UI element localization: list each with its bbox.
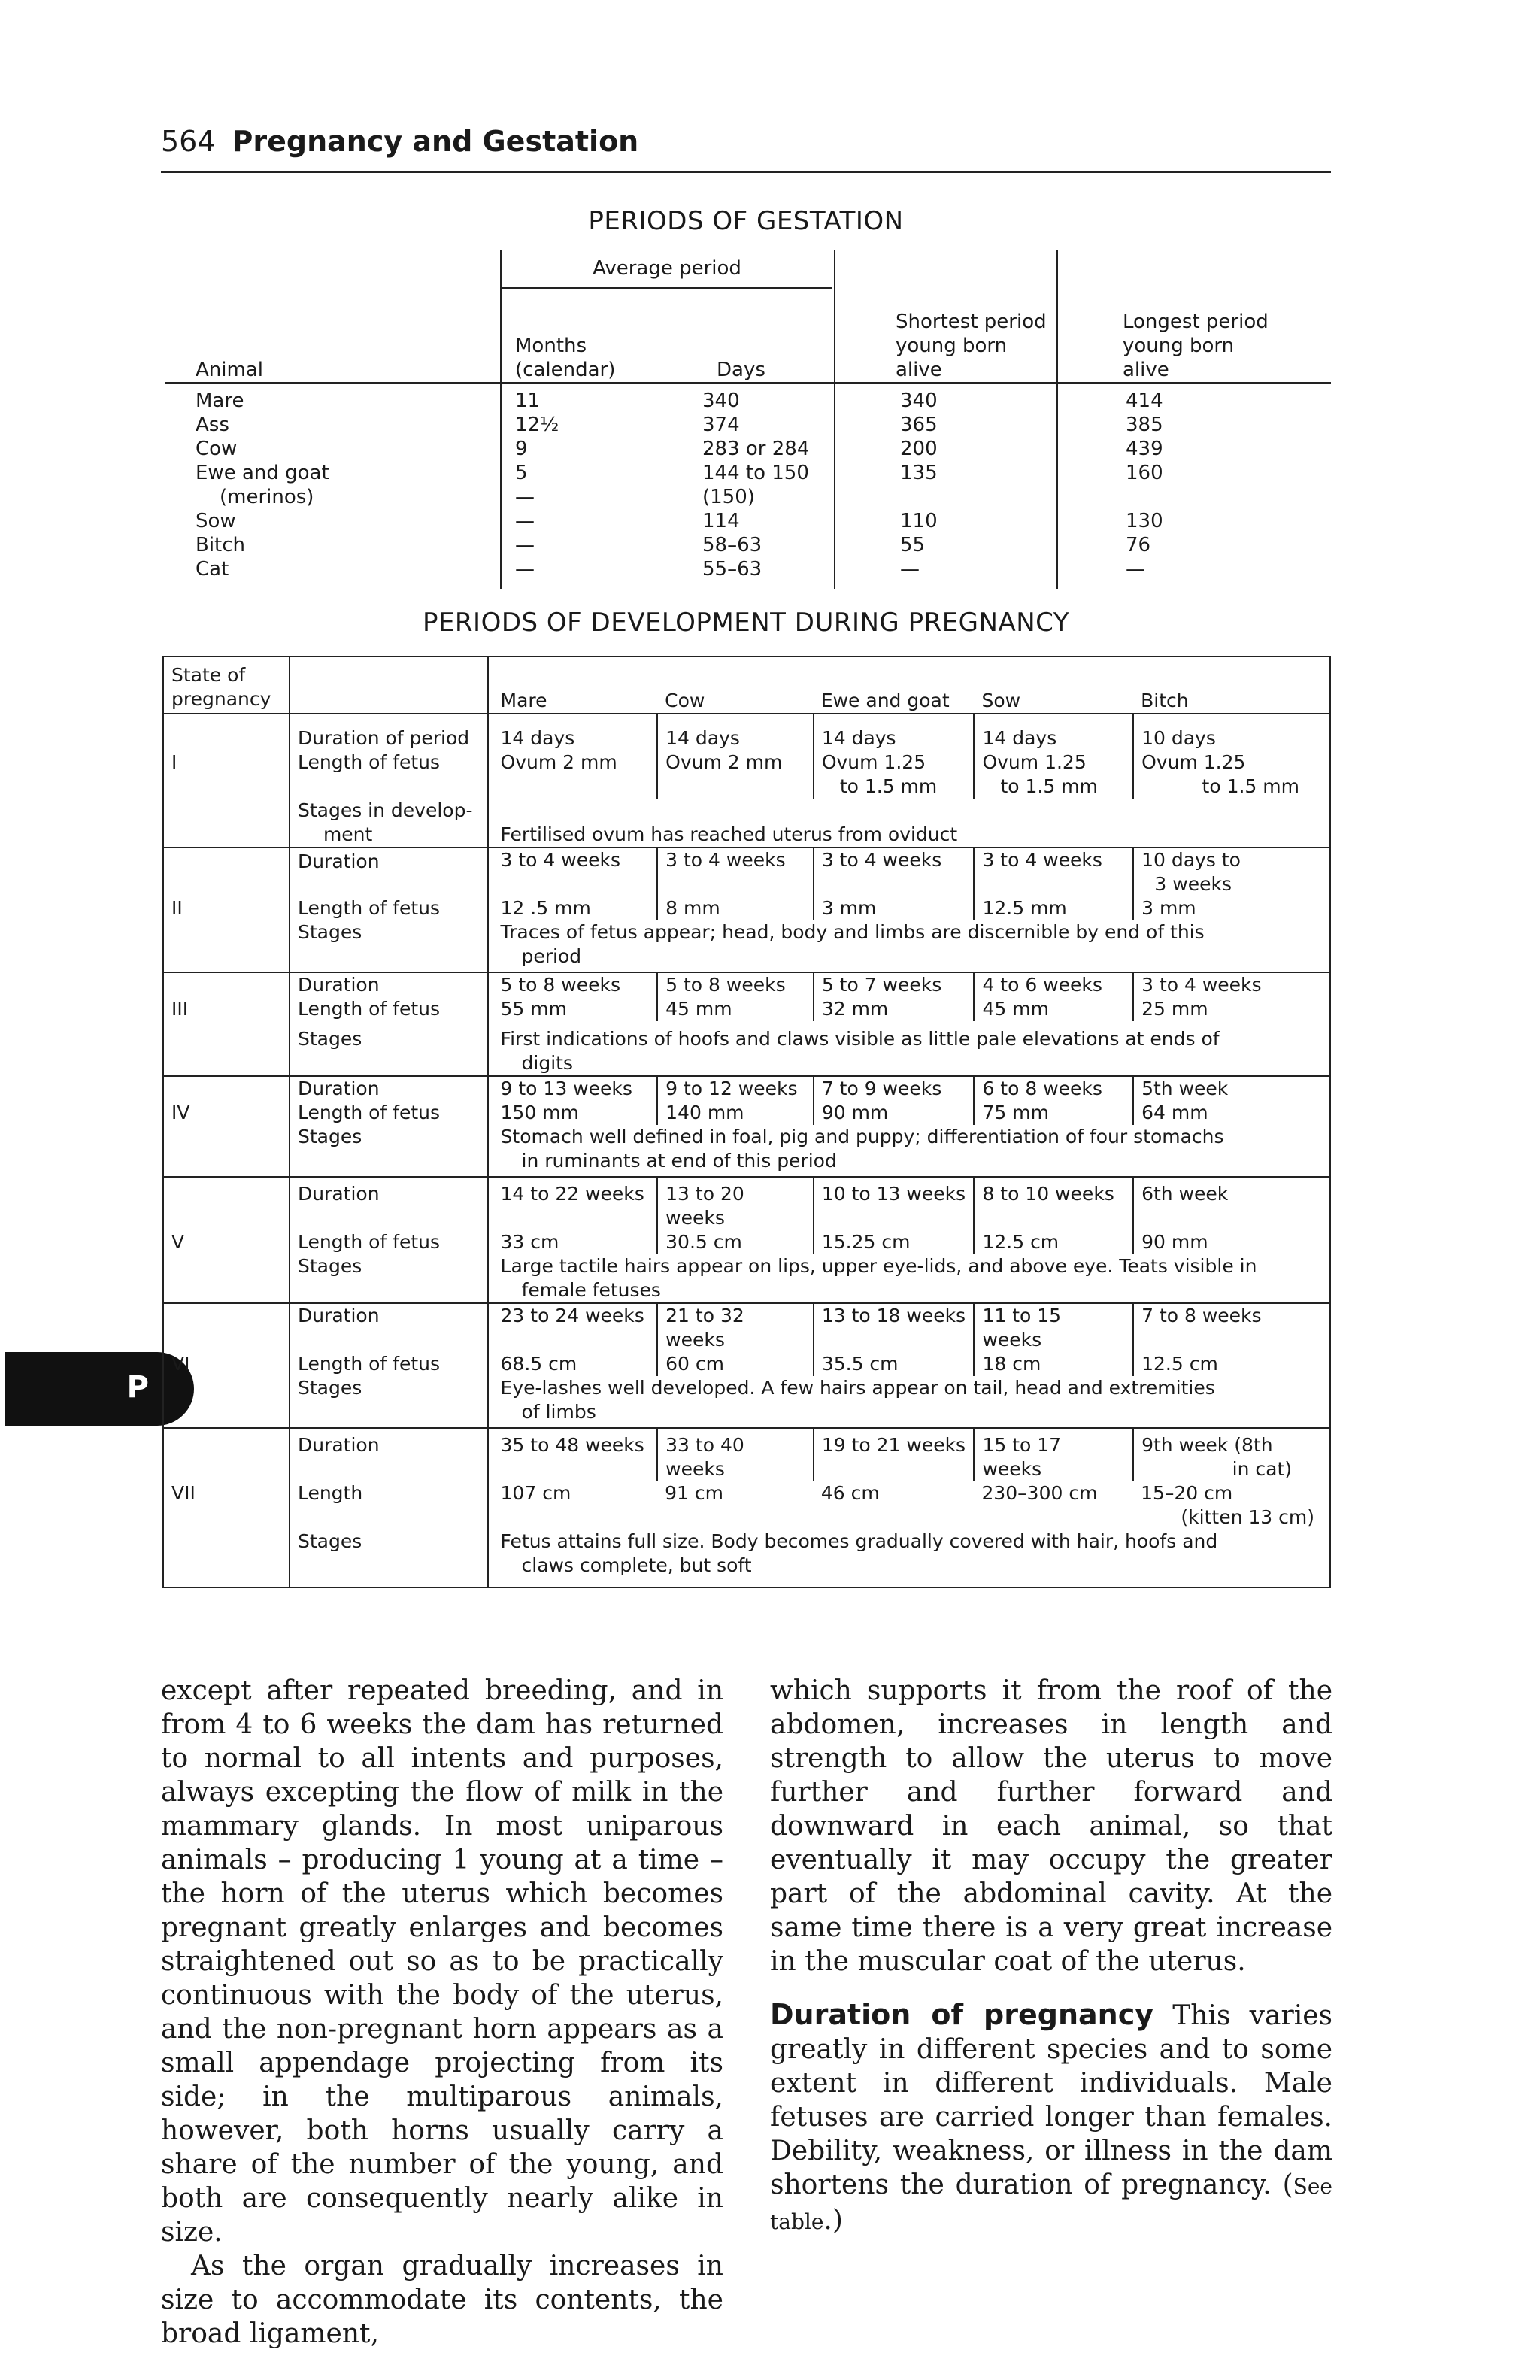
stages-description: Fertilised ovum has reached uterus from oviduct	[488, 799, 1330, 847]
cell-days: 340	[702, 390, 740, 412]
stage-duration-row	[163, 972, 1330, 997]
cell-sow: 11 to 15 weeks	[974, 1303, 1133, 1352]
state-cell	[163, 799, 290, 847]
cell-cow: 45 mm	[657, 997, 814, 1021]
cell-ewe-goat: 35.5 cm	[814, 1352, 975, 1376]
cell-shortest: 340	[835, 383, 1057, 413]
header-state-line2: pregnancy	[171, 688, 271, 710]
cell-bitch	[1133, 1428, 1330, 1481]
cell-sow: 45 mm	[974, 997, 1133, 1021]
cell-mare: Ovum 2 mm	[488, 750, 658, 775]
cell-days: 58–63	[702, 534, 762, 556]
run-in-heading: Duration of pregnancy	[770, 1998, 1153, 2031]
cell-mare: 14 to 22 weeks	[488, 1177, 658, 1230]
row-label: Duration	[290, 1303, 488, 1352]
row-label	[290, 799, 488, 847]
cell-mare: 35 to 48 weeks	[488, 1428, 658, 1481]
gestation-row	[165, 485, 1331, 509]
state-number: III	[171, 998, 189, 1020]
cell-cow: 33 to 40 weeks	[657, 1428, 814, 1481]
cell-cow: 60 cm	[657, 1352, 814, 1376]
stage-duration-row	[163, 714, 1330, 750]
cell-bitch-line1: 10 days to	[1141, 849, 1241, 871]
cell-cow: 8 mm	[657, 896, 814, 920]
gestation-row	[165, 383, 1331, 413]
cell-longest: 439	[1057, 437, 1331, 461]
state-cell	[163, 1303, 290, 1352]
stage-length-row	[163, 750, 1330, 775]
cell-sow: to 1.5 mm	[974, 775, 1133, 799]
header-blank	[290, 656, 488, 714]
stage-group	[163, 972, 1330, 1076]
cell-ewe-goat: 7 to 9 weeks	[814, 1076, 975, 1101]
stage-stages-row	[163, 1530, 1330, 1587]
cell-bitch	[1133, 847, 1330, 896]
stage-length-row	[163, 1352, 1330, 1376]
cell-months: 11	[501, 383, 702, 413]
stage-group	[163, 1303, 1330, 1428]
cell-days: 283 or 284	[702, 438, 810, 460]
header-longest-line3: alive	[1123, 359, 1169, 381]
state-number: II	[171, 897, 183, 919]
cell-ewe-goat: 10 to 13 weeks	[814, 1177, 975, 1230]
cell-bitch: 7 to 8 weeks	[1141, 1305, 1262, 1326]
stages-line1: Fetus attains full size. Body becomes gradually covered with hair, hoofs and	[500, 1530, 1218, 1552]
stages-description	[488, 920, 1330, 972]
stage-duration-row	[163, 1303, 1330, 1352]
cell-ewe-goat: 32 mm	[814, 997, 975, 1021]
cell-bitch: 3 to 4 weeks	[1141, 974, 1262, 996]
gestation-row	[165, 461, 1331, 485]
header-longest-line2: young born	[1123, 335, 1235, 357]
cell-cow: 9 to 12 weeks	[657, 1076, 814, 1101]
stage-stages-row	[163, 799, 1330, 847]
running-head-title: Pregnancy and Gestation	[232, 125, 639, 158]
header-state	[163, 656, 290, 714]
cell-days: (150)	[702, 486, 755, 508]
stage-length-row	[163, 1230, 1330, 1254]
cell-cow: 140 mm	[657, 1101, 814, 1125]
cell-mare: 33 cm	[488, 1230, 658, 1254]
header-mare: Mare	[488, 656, 658, 714]
row-label: Duration	[290, 847, 488, 896]
cell-longest: 130	[1057, 509, 1331, 533]
state-cell	[163, 1254, 290, 1303]
stage-group	[163, 714, 1330, 847]
paragraph: except after repeated breeding, and in from 4 to 6 weeks the dam has returned to normal to all intents and purposes, always excepting the flow of milk in the mammary glands. In most uniparous animals – producing 1 young at a time – the horn of the uterus which becomes pregnant greatly enlarges and becomes straightened out so as to be practically continuous with the body of the uterus, and the non-pregnant horn appears as a small appendage projecting from its side; in the multiparous animals, however, both horns usually carry a share of the number of the young, and both are consequently nearly alike in size.	[161, 1675, 723, 2248]
cell-bitch: 25 mm	[1141, 998, 1208, 1020]
header-months-line1: Months	[515, 335, 587, 357]
cell-mare: 12 .5 mm	[488, 896, 658, 920]
stages-line1: First indications of hoofs and claws visible as little pale elevations at ends of	[500, 1028, 1220, 1050]
cell-days: 144 to 150	[702, 462, 809, 484]
cell-days: 374	[702, 414, 740, 436]
header-rule	[161, 171, 1331, 173]
row-label: Length	[290, 1481, 488, 1530]
cell-animal: Cow	[196, 438, 238, 460]
development-header-row	[163, 656, 1330, 714]
paragraph: which supports it from the roof of the abdomen, increases in length and strength to allow the uterus to move further and further forward and downward in each animal, so that eventually it may occupy the greater part of the abdominal cavity. At the same time there is a very great increase in the muscular coat of the uterus.	[770, 1675, 1332, 1977]
state-cell	[163, 1076, 290, 1101]
row-label: Length of fetus	[290, 896, 488, 920]
cell-ewe-goat: to 1.5 mm	[814, 775, 975, 799]
header-shortest-line3: alive	[896, 359, 942, 381]
gestation-row	[165, 557, 1331, 589]
header-longest	[1057, 250, 1331, 383]
cell-ewe-goat: 13 to 18 weeks	[814, 1303, 975, 1352]
row-label: Length of fetus	[290, 1230, 488, 1254]
row-label: Length of fetus	[290, 750, 488, 775]
cell-ewe-goat: Ovum 1.25	[814, 750, 975, 775]
stage-group	[163, 847, 1330, 972]
header-shortest	[835, 250, 1057, 383]
cell-sow: 75 mm	[974, 1101, 1133, 1125]
state-number: IV	[171, 1102, 190, 1123]
cell-shortest: 365	[835, 413, 1057, 437]
cell-sow: 14 days	[974, 714, 1133, 750]
see-table-ref: See table	[770, 2174, 1332, 2234]
stages-line2: of limbs	[521, 1401, 596, 1423]
cell-animal: (merinos)	[220, 486, 314, 508]
cell-bitch: 3 mm	[1141, 897, 1196, 919]
gestation-row	[165, 533, 1331, 557]
header-sow: Sow	[981, 690, 1021, 711]
cell-months: —	[501, 509, 702, 533]
row-label: Duration	[290, 972, 488, 997]
header-shortest-line2: young born	[896, 335, 1008, 357]
row-label: Stages	[290, 1021, 488, 1076]
row-label-line1: Stages in develop-	[297, 799, 473, 821]
stages-line1: Large tactile hairs appear on lips, upper eye-lids, and above eye. Teats visible in	[500, 1255, 1257, 1277]
cell-mare	[488, 775, 658, 799]
cell-ewe-goat: 19 to 21 weeks	[814, 1428, 975, 1481]
state-number: V	[171, 1231, 185, 1253]
cell-cow: 21 to 32 weeks	[657, 1303, 814, 1352]
gestation-table	[165, 250, 1331, 589]
cell-mare: 68.5 cm	[488, 1352, 658, 1376]
row-label: Duration	[290, 1428, 488, 1481]
cell-cow: 91 cm	[665, 1482, 724, 1504]
cell-bitch-line2: in cat)	[1232, 1458, 1292, 1480]
paragraph-text: This varies greatly in different species and to some extent in different individuals. Male fetuses are carried longer than females. Debility, weakness, or illness in the dam shortens the duration of pregnancy. (	[770, 2000, 1332, 2200]
row-label: Stages	[290, 1376, 488, 1428]
stages-description	[488, 1376, 1330, 1428]
cell-bitch-line1: 15–20 cm	[1141, 1482, 1233, 1504]
cell-mare: 23 to 24 weeks	[488, 1303, 658, 1352]
cell-longest: 160	[1057, 461, 1331, 485]
cell-bitch: to 1.5 mm	[1202, 775, 1299, 797]
header-months	[515, 334, 615, 382]
stages-line1: Stomach well defined in foal, pig and puppy; differentiation of four stomachs	[500, 1126, 1224, 1148]
cell-cow: Ovum 2 mm	[657, 750, 814, 775]
row-label: Stages	[290, 1254, 488, 1303]
cell-animal: Cat	[196, 558, 229, 581]
stages-description	[488, 1021, 1330, 1076]
gestation-table-title: PERIODS OF GESTATION	[588, 206, 904, 236]
header-animal: Animal	[196, 359, 263, 381]
cell-longest: 385	[1057, 413, 1331, 437]
cell-months: —	[501, 533, 702, 557]
stages-description	[488, 1125, 1330, 1177]
cell-bitch-line2: 3 weeks	[1154, 873, 1232, 895]
cell-shortest: —	[835, 557, 1057, 589]
header-cow: Cow	[665, 690, 705, 711]
cell-months: 9	[501, 437, 702, 461]
cell-ewe-goat: 5 to 7 weeks	[814, 972, 975, 997]
stages-description	[488, 1530, 1330, 1587]
cell-mare: 5 to 8 weeks	[488, 972, 658, 997]
paragraph-end: .)	[823, 2205, 843, 2236]
stage-duration-row	[163, 847, 1330, 896]
cell-sow: 6 to 8 weeks	[974, 1076, 1133, 1101]
state-cell	[163, 920, 290, 972]
cell-shortest: 200	[835, 437, 1057, 461]
cell-mare: 55 mm	[488, 997, 658, 1021]
row-label: Length of fetus	[290, 997, 488, 1021]
cell-bitch: 10 days	[1141, 727, 1216, 749]
row-label: Duration	[290, 1076, 488, 1101]
state-number: I	[171, 751, 177, 773]
development-table	[162, 656, 1331, 1588]
page-number: 564	[161, 125, 216, 158]
cell-bitch: Ovum 1.25	[1141, 751, 1246, 773]
cell-mare: 9 to 13 weeks	[488, 1076, 658, 1101]
state-number: VI	[171, 1353, 190, 1375]
cell-bitch: 6th week	[1141, 1183, 1229, 1205]
cell-mare: 150 mm	[488, 1101, 658, 1125]
stage-duration-row	[163, 1076, 1330, 1101]
state-cell	[163, 1428, 290, 1481]
row-label: Stages	[290, 920, 488, 972]
state-cell	[163, 1125, 290, 1177]
stages-line2: female fetuses	[521, 1279, 661, 1301]
cell-animal: Ass	[196, 414, 229, 436]
state-cell	[163, 1530, 290, 1587]
cell-sow: 4 to 6 weeks	[974, 972, 1133, 997]
cell-shortest: 55	[835, 533, 1057, 557]
row-label: Stages	[290, 1125, 488, 1177]
state-cell	[163, 847, 290, 896]
cell-bitch-line1: 9th week (8th	[1141, 1434, 1273, 1456]
row-label	[290, 775, 488, 799]
cell-sow: 3 to 4 weeks	[974, 847, 1133, 896]
cell-months: —	[501, 485, 702, 509]
header-bitch: Bitch	[1141, 690, 1189, 711]
stage-stages-row	[163, 1376, 1330, 1428]
cell-days: 114	[702, 510, 740, 532]
cell-bitch-line2: (kitten 13 cm)	[1181, 1506, 1314, 1528]
stages-line2: digits	[521, 1052, 573, 1074]
cell-longest	[1057, 485, 1331, 509]
row-label: Duration	[290, 1177, 488, 1230]
stages-line2: in ruminants at end of this period	[521, 1150, 837, 1172]
running-head	[161, 125, 1331, 158]
development-table-title: PERIODS OF DEVELOPMENT DURING PREGNANCY	[422, 608, 1070, 638]
cell-sow: 15 to 17 weeks	[974, 1428, 1133, 1481]
cell-months: 5	[501, 461, 702, 485]
state-cell	[163, 1177, 290, 1230]
stage-group	[163, 1076, 1330, 1177]
header-days: Days	[717, 359, 765, 381]
cell-longest: —	[1057, 557, 1331, 589]
stage-length-row	[163, 1101, 1330, 1125]
header-state-line1: State of	[171, 664, 246, 686]
cell-mare: 107 cm	[488, 1481, 658, 1530]
header-average-period	[501, 250, 835, 383]
cell-sow: 12.5 cm	[974, 1230, 1133, 1254]
state-cell	[163, 972, 290, 997]
cell-sow: 8 to 10 weeks	[974, 1177, 1133, 1230]
cell-ewe-goat: 46 cm	[820, 1482, 880, 1504]
cell-months: —	[501, 557, 702, 589]
cell-ewe-goat: 14 days	[814, 714, 975, 750]
stage-length-cont-row	[163, 775, 1330, 799]
cell-shortest: 135	[835, 461, 1057, 485]
stages-description	[488, 1254, 1330, 1303]
cell-cow: 3 to 4 weeks	[657, 847, 814, 896]
cell-days: 55–63	[702, 558, 762, 581]
cell-animal: Bitch	[196, 534, 246, 556]
stage-group	[163, 1428, 1330, 1587]
header-shortest-line1: Shortest period	[896, 311, 1047, 333]
row-label-line2: ment	[323, 823, 373, 845]
stage-length-row	[163, 896, 1330, 920]
cell-bitch: 5th week	[1141, 1078, 1229, 1099]
state-number: VII	[171, 1482, 196, 1504]
cell-bitch: 64 mm	[1141, 1102, 1208, 1123]
stage-length-row	[163, 997, 1330, 1021]
row-label: Stages	[290, 1530, 488, 1587]
text-column-left	[161, 1674, 723, 2351]
row-label: Duration of period	[290, 714, 488, 750]
stage-duration-row	[163, 1177, 1330, 1230]
gestation-row	[165, 437, 1331, 461]
state-cell	[163, 775, 290, 799]
cell-sow: Ovum 1.25	[974, 750, 1133, 775]
stages-line2: claws complete, but soft	[521, 1554, 752, 1576]
cell-cow: 13 to 20 weeks	[657, 1177, 814, 1230]
state-cell	[163, 714, 290, 750]
state-cell	[163, 1376, 290, 1428]
cell-sow: 230–300 cm	[981, 1482, 1098, 1504]
stage-stages-row	[163, 1254, 1330, 1303]
header-average-period-label: Average period	[502, 250, 832, 289]
header-longest-line1: Longest period	[1123, 311, 1269, 333]
row-label: Length of fetus	[290, 1352, 488, 1376]
paragraph: As the organ gradually increases in size to accommodate its contents, the broad ligament,	[161, 2251, 723, 2349]
state-cell	[163, 1021, 290, 1076]
gestation-header-row	[165, 250, 1331, 383]
cell-bitch: 12.5 cm	[1141, 1353, 1218, 1375]
header-ewe-goat: Ewe and goat	[820, 690, 950, 711]
cell-cow: 30.5 cm	[657, 1230, 814, 1254]
row-label: Length of fetus	[290, 1101, 488, 1125]
section-letter: P	[126, 1370, 149, 1405]
cell-mare: 3 to 4 weeks	[488, 847, 658, 896]
stages-line1: Eye-lashes well developed. A few hairs appear on tail, head and extremities	[500, 1377, 1215, 1399]
cell-longest: 76	[1057, 533, 1331, 557]
cell-longest: 414	[1057, 383, 1331, 413]
cell-cow: 14 days	[657, 714, 814, 750]
stage-stages-row	[163, 1125, 1330, 1177]
cell-shortest	[835, 485, 1057, 509]
stages-line2: period	[521, 945, 582, 967]
cell-animal: Mare	[196, 390, 244, 412]
cell-cow	[657, 775, 814, 799]
cell-ewe-goat: 90 mm	[814, 1101, 975, 1125]
stage-stages-row	[163, 1021, 1330, 1076]
cell-bitch	[1133, 1481, 1330, 1530]
stage-group	[163, 1177, 1330, 1303]
header-months-line2: (calendar)	[515, 359, 616, 381]
cell-animal: Ewe and goat	[196, 462, 329, 484]
cell-ewe-goat: 3 mm	[814, 896, 975, 920]
cell-ewe-goat: 3 to 4 weeks	[814, 847, 975, 896]
cell-mare: 14 days	[488, 714, 658, 750]
cell-months: 12½	[501, 413, 702, 437]
stage-stages-row	[163, 920, 1330, 972]
stages-line1: Traces of fetus appear; head, body and limbs are discernible by end of this	[500, 921, 1205, 943]
stage-length-row	[163, 1481, 1330, 1530]
cell-animal: Sow	[196, 510, 236, 532]
paragraph-duration	[770, 1998, 1332, 2239]
cell-ewe-goat: 15.25 cm	[814, 1230, 975, 1254]
cell-shortest: 110	[835, 509, 1057, 533]
cell-bitch: 90 mm	[1141, 1231, 1208, 1253]
cell-sow: 12.5 mm	[974, 896, 1133, 920]
gestation-row	[165, 509, 1331, 533]
text-column-right	[770, 1674, 1332, 2239]
cell-cow: 5 to 8 weeks	[657, 972, 814, 997]
gestation-row	[165, 413, 1331, 437]
cell-sow: 18 cm	[974, 1352, 1133, 1376]
stage-duration-row	[163, 1428, 1330, 1481]
